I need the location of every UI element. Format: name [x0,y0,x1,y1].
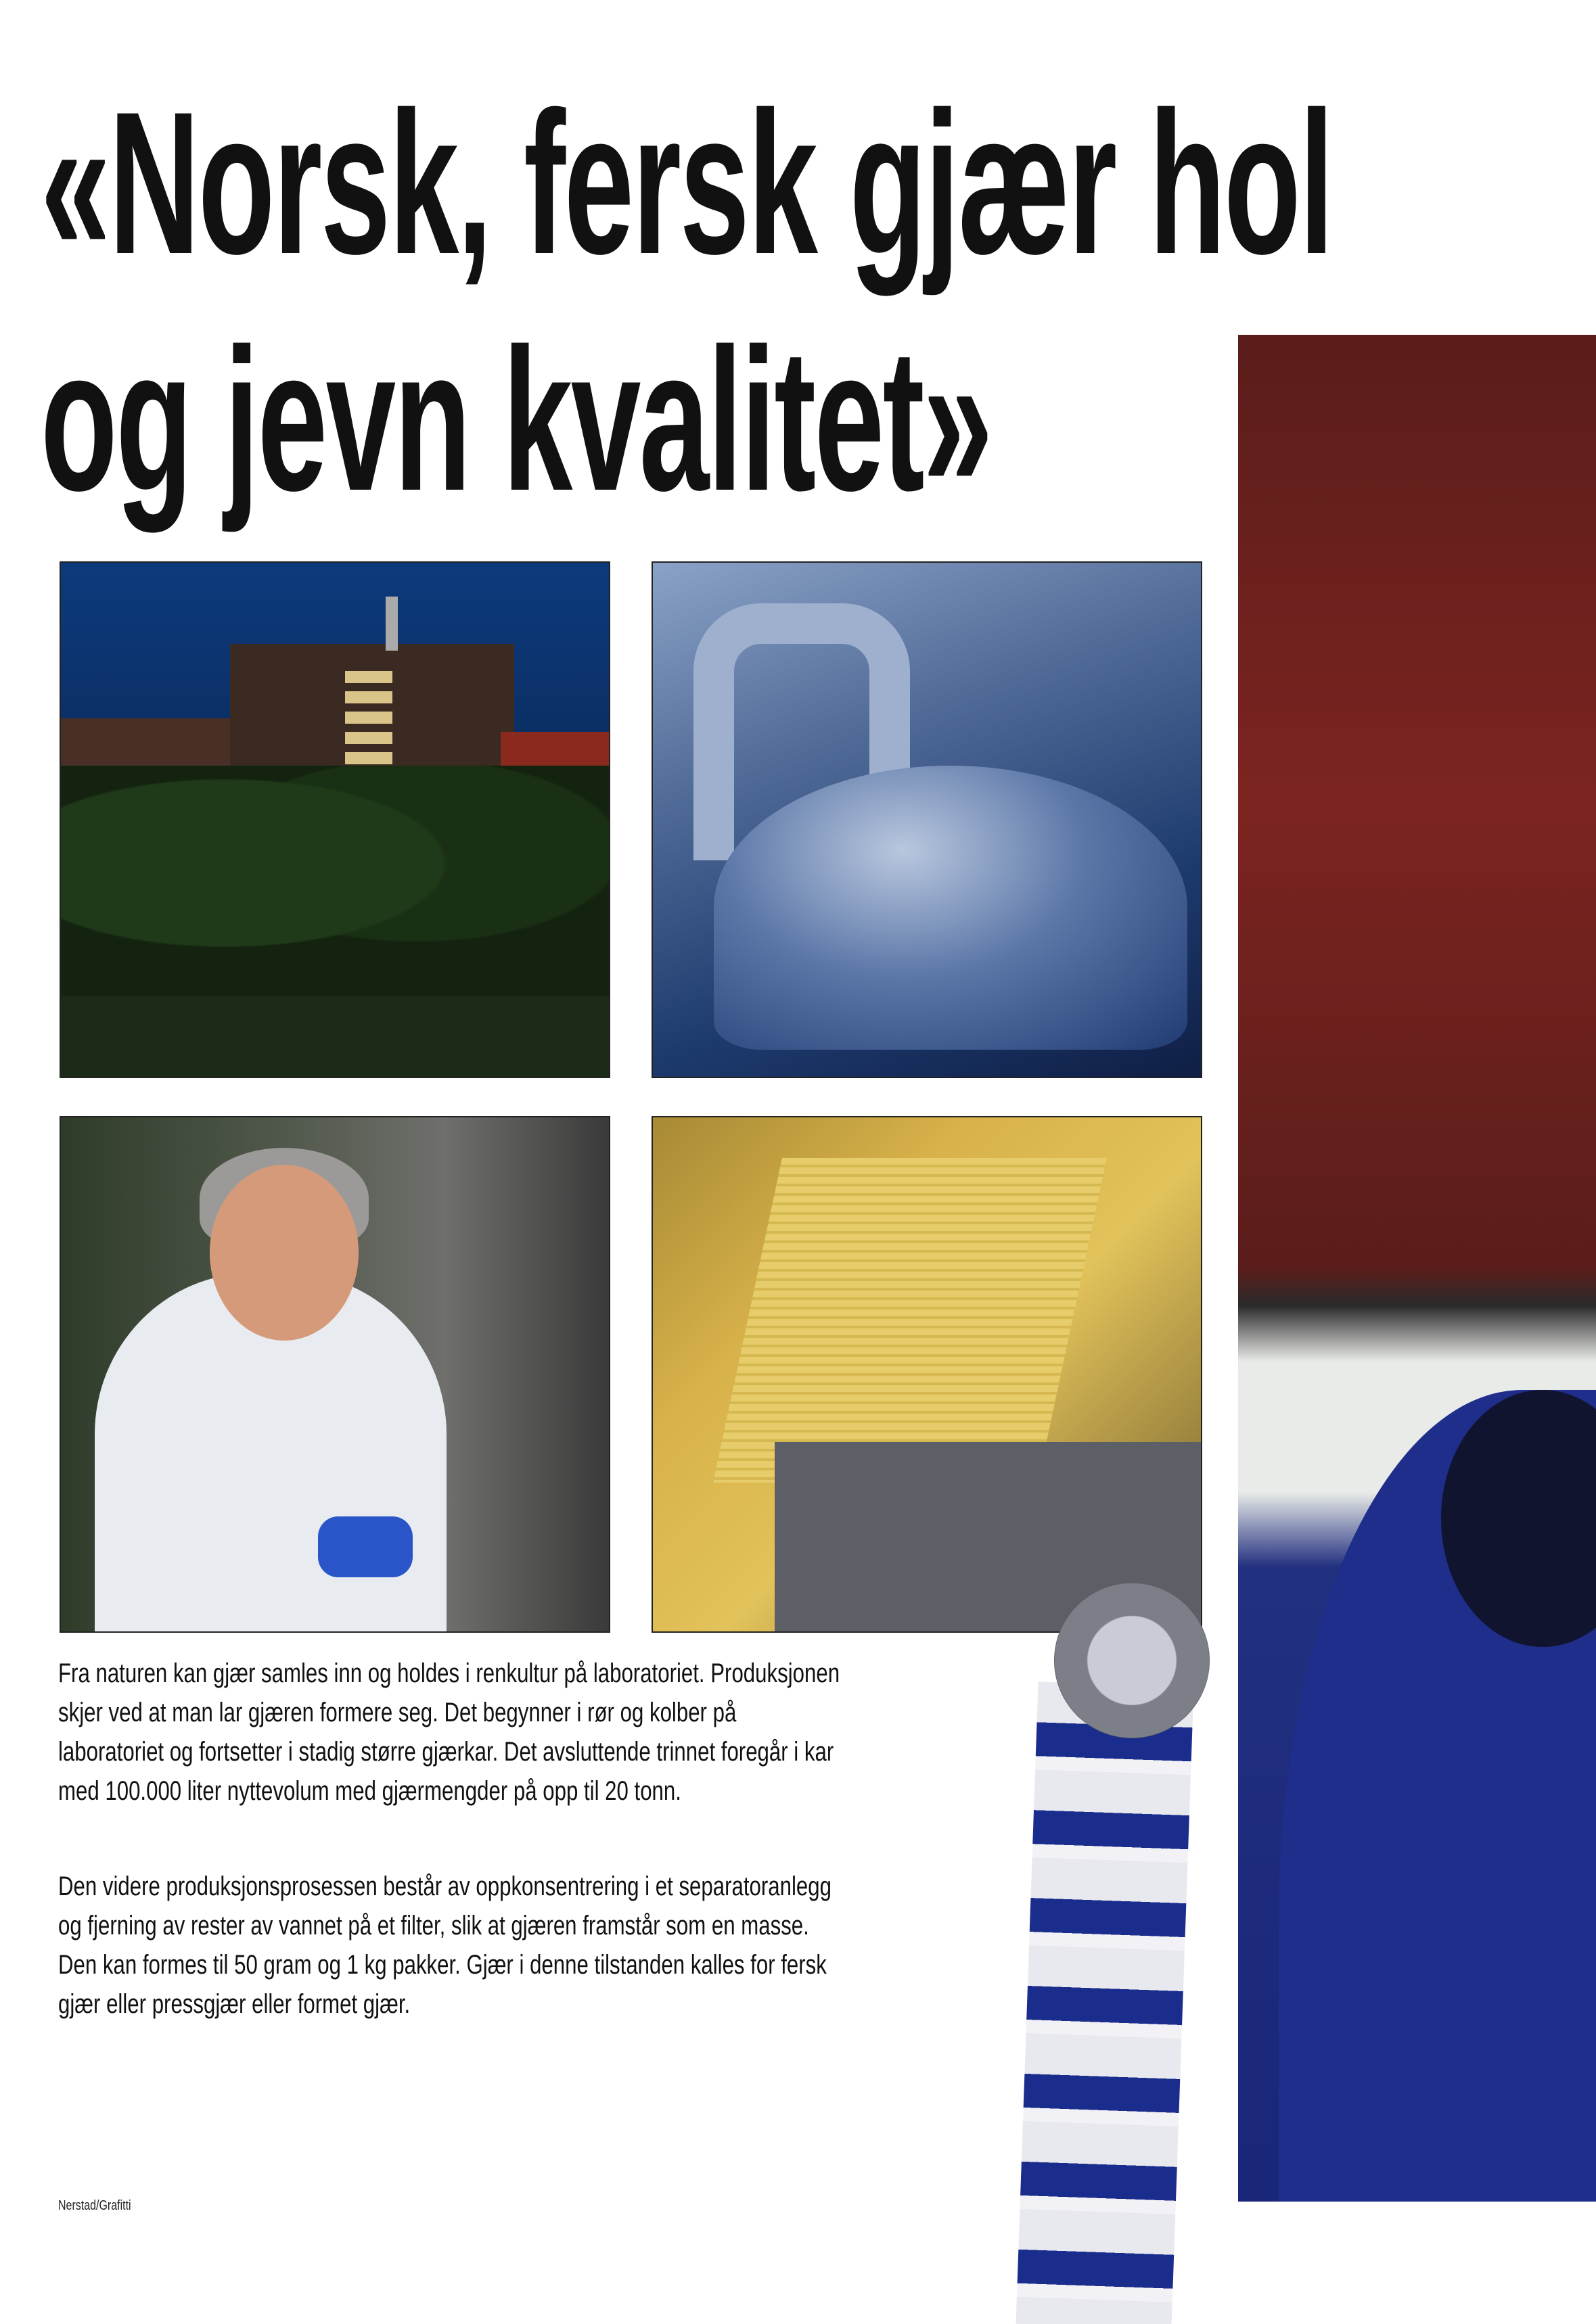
caption-paragraph-1: Fra naturen kan gjær samles inn og holdes i renkultur på laboratoriet. Produksjonen skjer ved at man lar gjæren formere seg. Det begynner i rør og kolber på laboratoriet og fortsetter i stadig større gjærkar. Det avsluttende trinnet foregår i kar med 100.000 liter nyttevolum med gjærmengder på opp til 20 tonn. [58,1658,840,1806]
headline-line-1: «Norsk, fersk gjær hol [41,69,1333,296]
photo-factory-building [60,561,610,1078]
caption-paragraph-2: Den videre produksjonsprosessen består av oppkonsentrering i et separatoranlegg og fjerning av rester av vannet på et filter, slik at gjæren framstår som en masse. Den kan formes til 50 gram og 1 kg pakker. Gjær i denne tilstanden kalles for fersk gjær eller pressgjær eller formet gjær. [58,1872,831,2019]
photo-credit: Nerstad/Grafitti [58,2198,131,2213]
trees [61,766,609,1009]
photo-lab-worker [60,1116,610,1633]
lawn [61,996,609,1077]
building-chimney [386,597,398,651]
photo-yeast-press-machine [652,1116,1202,1633]
package-roller [1054,1583,1210,1738]
tank-dome [714,766,1187,1050]
yeast-mass [713,1158,1107,1483]
blue-glove [318,1516,413,1577]
headline-line-2: og jevn kvalitet» [41,306,992,533]
worker-face [210,1165,359,1341]
package-strip [1016,1681,1193,2324]
photo-portrait-right [1238,335,1596,2202]
photo-yeast-packages [932,1583,1216,2324]
photo-fermentation-tank [652,561,1202,1078]
